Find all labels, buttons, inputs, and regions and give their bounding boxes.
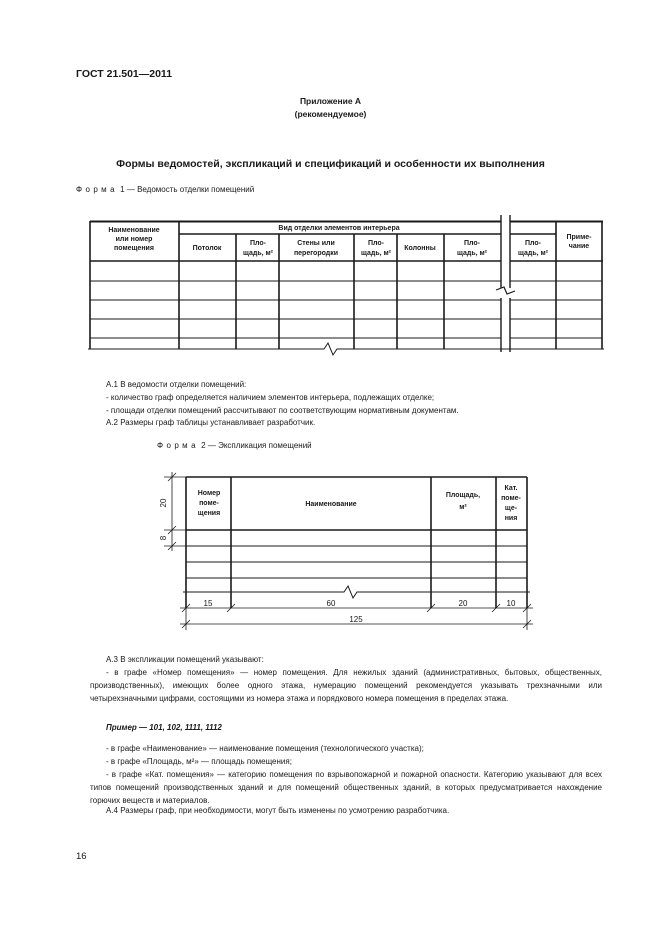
form2-header-cat-1: Кат. [504, 485, 518, 492]
form1-header-area1-2: щадь, м² [242, 250, 274, 257]
section-a3-intro: А.3 В экспликации помещений указывают: [106, 655, 264, 664]
section-a3-paragraph-2: - в графе «Наименование» — наименование помещения (технологического участка); [106, 744, 424, 753]
section-a3-paragraph-1: - в графе «Номер помещения» — номер помещения. Для нежилых зданий (административных, бытовых, общественных, производственных), имеющих более одного этажа, нумерацию помещений рекомендуется указывать трехзначными или четырехзначными цифрами, состоящими из номера этажа и порядкового номера помещения в пределах этажа. [90, 668, 602, 703]
form1-header-ceiling: Потолок [192, 245, 222, 252]
form2-caption-text: 2 — Экспликация помещений [201, 441, 312, 450]
form1-header-walls-1: Стены или [297, 240, 335, 247]
form1-header-area3-2: щадь, м² [456, 250, 488, 257]
page-number: 16 [76, 851, 87, 862]
form2-header-roomno-2: поме- [199, 500, 219, 507]
form2-dim-col3: 20 [458, 599, 468, 608]
section-a1-line-2: - количество граф определяется наличием элементов интерьера, подлежащих отделке; [106, 393, 435, 402]
form1-header-area4-2: щадь, м² [517, 250, 549, 257]
form2-header-cat-4: ния [504, 515, 518, 522]
document-code: ГОСТ 21.501—2011 [76, 68, 173, 80]
form1-header-name-3: помещения [114, 245, 154, 252]
section-a4-text: А.4 Размеры граф, при необходимости, могут быть изменены по усмотрению разработчика. [106, 806, 450, 815]
form1-header-group: Вид отделки элементов интерьера [278, 225, 400, 232]
form2-header-area-1: Площадь, [445, 492, 481, 499]
form1-header-area2-1: Пло- [368, 240, 384, 247]
form2-header-area-2: м² [459, 504, 467, 511]
section-a1-line-3: - площади отделки помещений рассчитывают по соответствующим нормативным документам. [106, 406, 459, 415]
form2-header-cat-3: ще- [504, 505, 518, 512]
form1-header-name-2: или номер [115, 236, 153, 243]
form1-header-note-2: чание [568, 243, 590, 250]
section-a2-line: А.2 Размеры граф таблицы устанавливает разработчик. [106, 418, 316, 427]
form1-header-area1-1: Пло- [250, 240, 266, 247]
form2-dim-col2: 60 [326, 599, 336, 608]
form2-dim-row-height: 8 [159, 535, 168, 541]
form1-caption-text: 1 — Ведомость отделки помещений [120, 185, 255, 194]
form1-caption-word: Форма [76, 185, 118, 194]
form1-header-area3-1: Пло- [464, 240, 480, 247]
form2-caption-word: Форма [157, 441, 199, 450]
form2-dim-col4: 10 [506, 599, 516, 608]
form1-header-columns: Колонны [404, 245, 436, 252]
form2-dim-header-height: 20 [159, 498, 168, 508]
form1-header-name-1: Наименование [108, 227, 160, 234]
section-a1-line-1: А.1 В ведомости отделки помещений: [106, 380, 247, 389]
form2-header-roomno-3: щения [197, 510, 221, 517]
form2-header-name: Наименование [305, 501, 357, 508]
form1-header-walls-2: перегородки [293, 250, 339, 257]
form2-dim-total: 125 [349, 615, 363, 624]
form2-dim-col1: 15 [203, 599, 213, 608]
appendix-subtitle: (рекомендуемое) [294, 109, 367, 119]
form1-header-area4-1: Пло- [525, 240, 541, 247]
section-title: Формы ведомостей, экспликаций и спецификаций и особенности их выполнения [116, 158, 545, 170]
section-a3-example: Пример — 101, 102, 1111, 1112 [106, 723, 222, 732]
form1-header-area2-2: щадь, м² [360, 250, 392, 257]
form2-header-cat-2: поме- [501, 495, 521, 502]
section-a3-paragraph-3: - в графе «Площадь, м²» — площадь помещения; [106, 757, 292, 766]
appendix-title: Приложение А [299, 96, 362, 106]
section-a3-paragraph-4: - в графе «Кат. помещения» — категорию помещения по взрывопожарной и пожарной опасности. Категорию указывают для всех типов помещений производственных зданий и для помещений общественных зданий, в которых предусматривается нахождение горючих веществ и материалов. [90, 770, 602, 805]
form1-header-note-1: Приме- [566, 234, 592, 241]
form2-header-roomno-1: Номер [197, 490, 221, 497]
